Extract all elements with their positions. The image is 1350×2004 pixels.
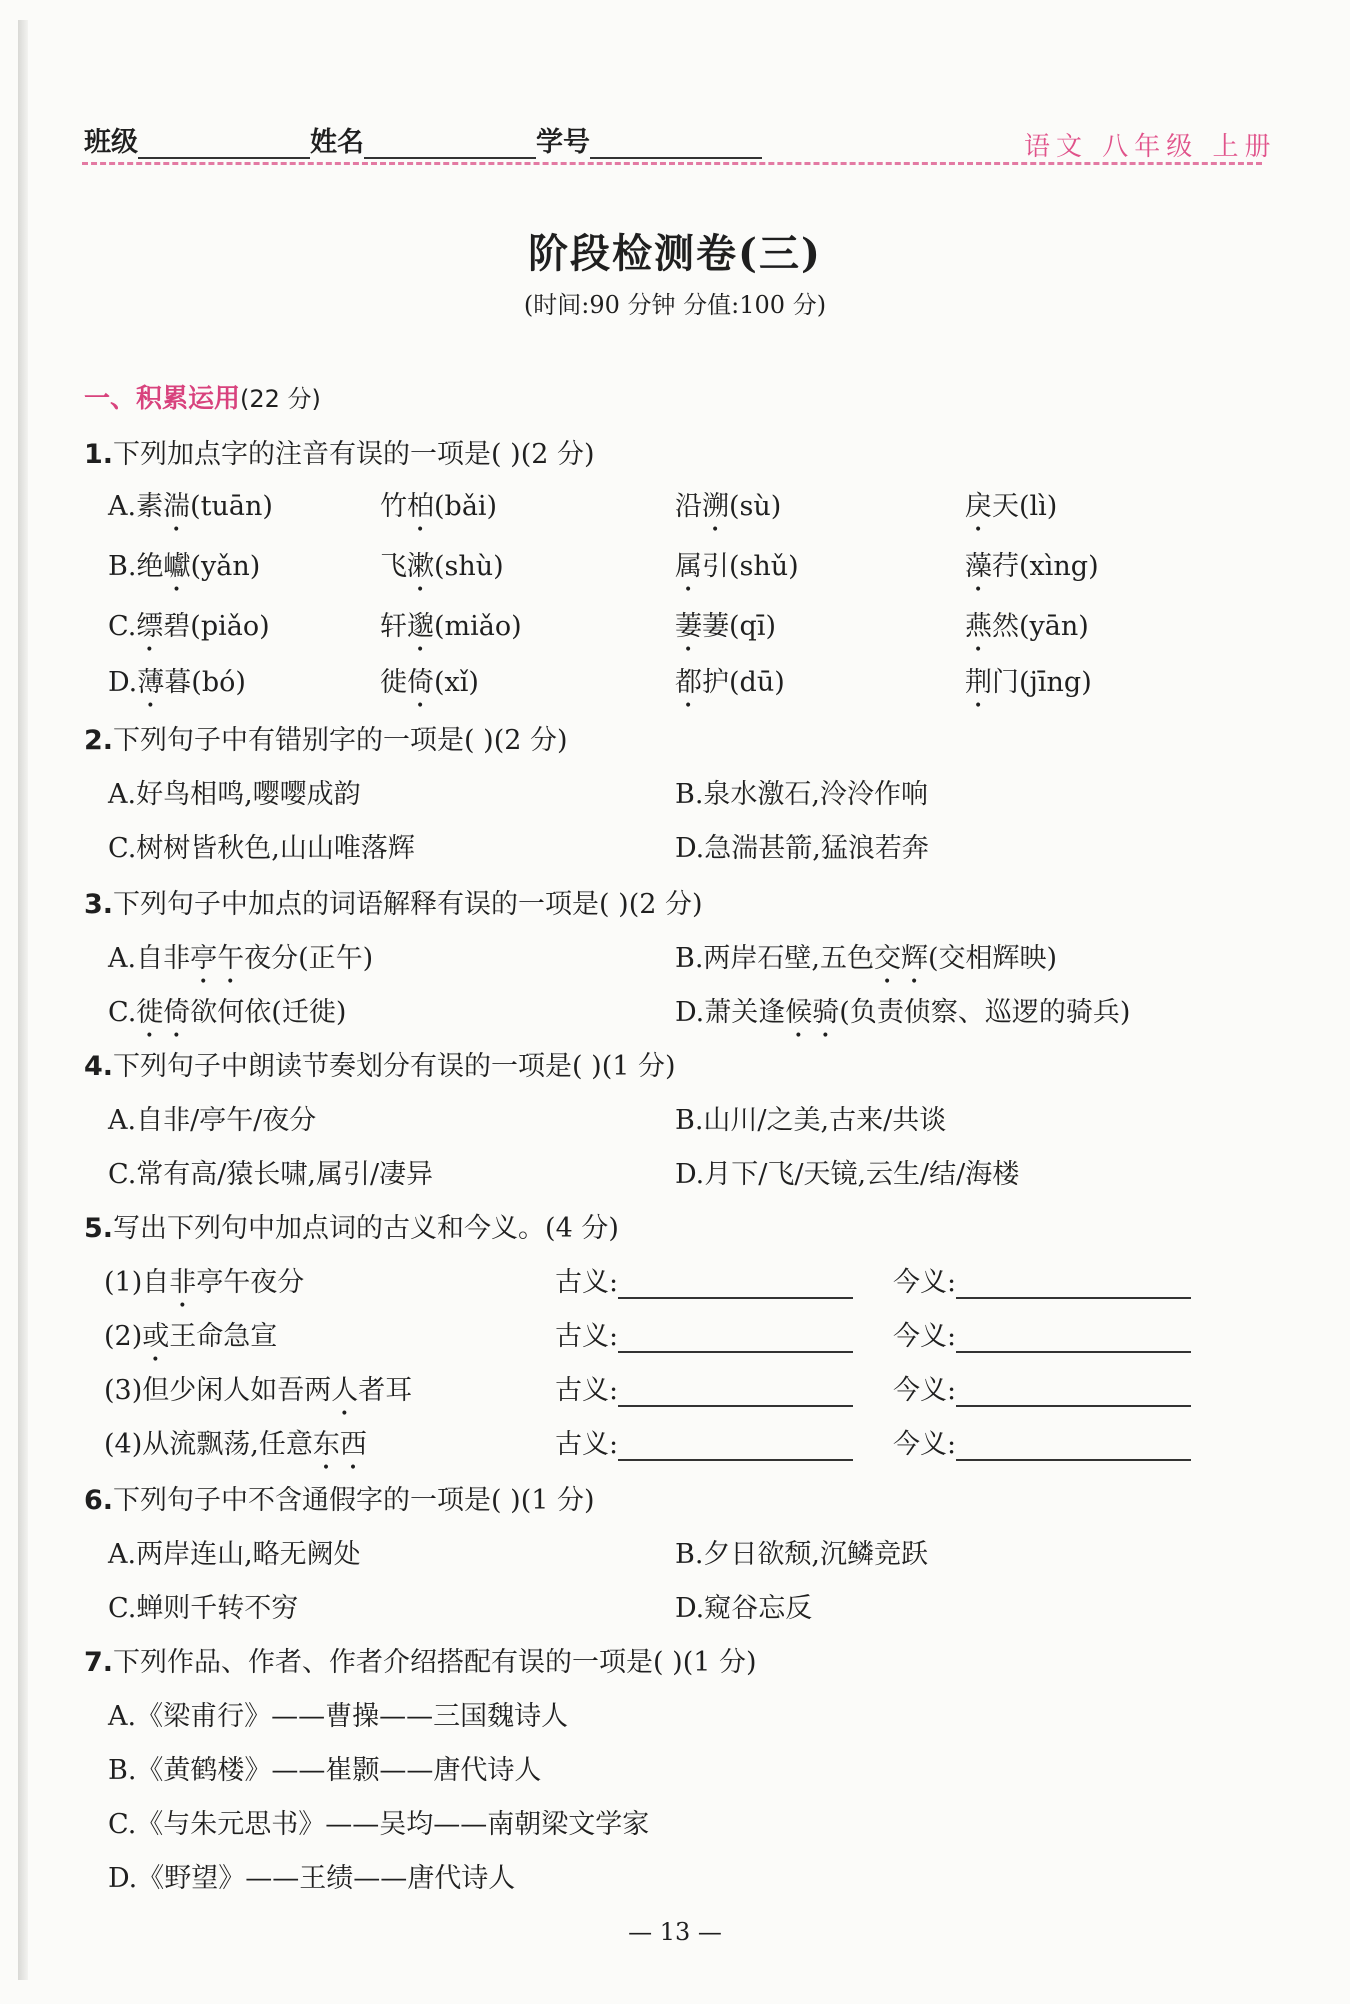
modern-meaning-field[interactable]: 今义:	[893, 1368, 1191, 1407]
question-1-option-2-2: 飞漱(shù)	[380, 551, 504, 582]
question-4-option-c[interactable]: C.常有高/猿长啸,属引/凄异	[108, 1159, 434, 1190]
student-info-row	[84, 120, 762, 159]
question-5: 5.写出下列句中加点词的古义和今义。(4 分)	[84, 1213, 619, 1244]
class-blank[interactable]	[138, 131, 310, 159]
question-1-option-2-1[interactable]: B.绝巘(yǎn)	[108, 551, 261, 582]
class-label: 班级	[84, 127, 138, 158]
question-4-option-b[interactable]: B.山川/之美,古来/共谈	[675, 1105, 947, 1136]
question-1-option-3-4: 燕然(yān)	[965, 611, 1089, 642]
question-1-option-1-1[interactable]: A.素湍(tuān)	[108, 491, 273, 522]
old-meaning-field[interactable]: 古义:	[555, 1314, 853, 1353]
question-5-item: (2)或王命急宣	[104, 1321, 278, 1352]
question-5-item: (3)但少闲人如吾两人者耳	[104, 1375, 413, 1406]
question-4-option-d[interactable]: D.月下/飞/天镜,云生/结/海楼	[675, 1159, 1020, 1190]
old-meaning-field[interactable]: 古义:	[555, 1368, 853, 1407]
old-meaning-field[interactable]: 古义:	[555, 1260, 853, 1299]
section-title: 一、积累运用	[84, 384, 241, 414]
question-5-stem: 写出下列句中加点词的古义和今义。(4 分)	[113, 1213, 619, 1244]
question-6-option-d[interactable]: D.窥谷忘反	[675, 1593, 813, 1624]
question-2-stem: 下列句子中有错别字的一项是( )(2 分)	[113, 725, 568, 756]
question-7-option-c[interactable]: C.《与朱元思书》——吴均——南朝梁文学家	[108, 1809, 650, 1840]
question-1-option-1-4: 戾天(lì)	[965, 491, 1058, 522]
question-1-option-2-3: 属引(shǔ)	[675, 551, 799, 582]
question-1: 1.下列加点字的注音有误的一项是( )(2 分)	[84, 439, 595, 470]
question-5-item: (4)从流飘荡,任意东西	[104, 1429, 367, 1460]
question-7-stem: 下列作品、作者、作者介绍搭配有误的一项是( )(1 分)	[113, 1647, 757, 1678]
question-4-option-a[interactable]: A.自非/亭午/夜分	[108, 1105, 317, 1136]
question-7-option-a[interactable]: A.《梁甫行》——曹操——三国魏诗人	[108, 1701, 569, 1732]
question-1-option-3-1[interactable]: C.缥碧(piǎo)	[108, 611, 270, 642]
question-2-option-a[interactable]: A.好鸟相鸣,嘤嘤成韵	[108, 779, 361, 810]
section-heading	[84, 378, 321, 415]
question-6-option-a[interactable]: A.两岸连山,略无阙处	[108, 1539, 361, 1570]
section-points: (22 分)	[240, 385, 321, 413]
question-1-stem: 下列加点字的注音有误的一项是( )(2 分)	[113, 439, 595, 470]
question-4: 4.下列句子中朗读节奏划分有误的一项是( )(1 分)	[84, 1051, 676, 1082]
question-2: 2.下列句子中有错别字的一项是( )(2 分)	[84, 725, 568, 756]
question-1-option-3-2: 轩邈(miǎo)	[380, 611, 522, 642]
question-3-option-c[interactable]: C.徙倚欲何依(迁徙)	[108, 997, 347, 1028]
modern-meaning-field[interactable]: 今义:	[893, 1422, 1191, 1461]
question-6-option-b[interactable]: B.夕日欲颓,沉鳞竞跃	[675, 1539, 929, 1570]
page-title: 阶段检测卷(三)	[528, 230, 822, 277]
question-1-option-1-2: 竹柏(bǎi)	[380, 491, 498, 522]
question-1-option-4-3: 都护(dū)	[675, 667, 785, 698]
question-1-option-4-2: 徙倚(xǐ)	[380, 667, 479, 698]
question-1-option-3-3: 萋萋(qī)	[675, 611, 776, 642]
question-1-option-1-3: 沿溯(sù)	[675, 491, 782, 522]
modern-meaning-field[interactable]: 今义:	[893, 1260, 1191, 1299]
book-label: 语文 八年级 上册	[1024, 132, 1277, 162]
question-1-option-4-1[interactable]: D.薄暮(bó)	[108, 667, 246, 698]
number-label: 学号	[536, 127, 590, 158]
question-7: 7.下列作品、作者、作者介绍搭配有误的一项是( )(1 分)	[84, 1647, 757, 1678]
question-3: 3.下列句子中加点的词语解释有误的一项是( )(2 分)	[84, 889, 703, 920]
question-7-option-d[interactable]: D.《野望》——王绩——唐代诗人	[108, 1863, 516, 1894]
question-1-option-4-4: 荆门(jīng)	[965, 667, 1092, 698]
question-1-option-2-4: 藻荇(xìng)	[965, 551, 1099, 582]
question-6: 6.下列句子中不含通假字的一项是( )(1 分)	[84, 1485, 595, 1516]
question-2-option-b[interactable]: B.泉水激石,泠泠作响	[675, 779, 929, 810]
page-subtitle: (时间:90 分钟 分值:100 分)	[523, 291, 827, 319]
question-4-stem: 下列句子中朗读节奏划分有误的一项是( )(1 分)	[113, 1051, 676, 1082]
name-blank[interactable]	[364, 131, 536, 159]
question-5-item: (1)自非亭午夜分	[104, 1267, 305, 1298]
question-7-option-b[interactable]: B.《黄鹤楼》——崔颢——唐代诗人	[108, 1755, 542, 1786]
question-3-option-b[interactable]: B.两岸石壁,五色交辉(交相辉映)	[675, 943, 1058, 974]
question-2-option-c[interactable]: C.树树皆秋色,山山唯落辉	[108, 833, 415, 864]
question-3-option-a[interactable]: A.自非亭午夜分(正午)	[108, 943, 374, 974]
question-3-option-d[interactable]: D.萧关逢候骑(负责侦察、巡逻的骑兵)	[675, 997, 1131, 1028]
page-number: — 13 —	[628, 1918, 722, 1946]
question-3-stem: 下列句子中加点的词语解释有误的一项是( )(2 分)	[113, 889, 703, 920]
question-6-option-c[interactable]: C.蝉则千转不穷	[108, 1593, 299, 1624]
modern-meaning-field[interactable]: 今义:	[893, 1314, 1191, 1353]
header-divider	[82, 162, 1262, 165]
question-2-option-d[interactable]: D.急湍甚箭,猛浪若奔	[675, 833, 929, 864]
old-meaning-field[interactable]: 古义:	[555, 1422, 853, 1461]
question-6-stem: 下列句子中不含通假字的一项是( )(1 分)	[113, 1485, 595, 1516]
number-blank[interactable]	[590, 131, 762, 159]
name-label: 姓名	[310, 127, 364, 158]
